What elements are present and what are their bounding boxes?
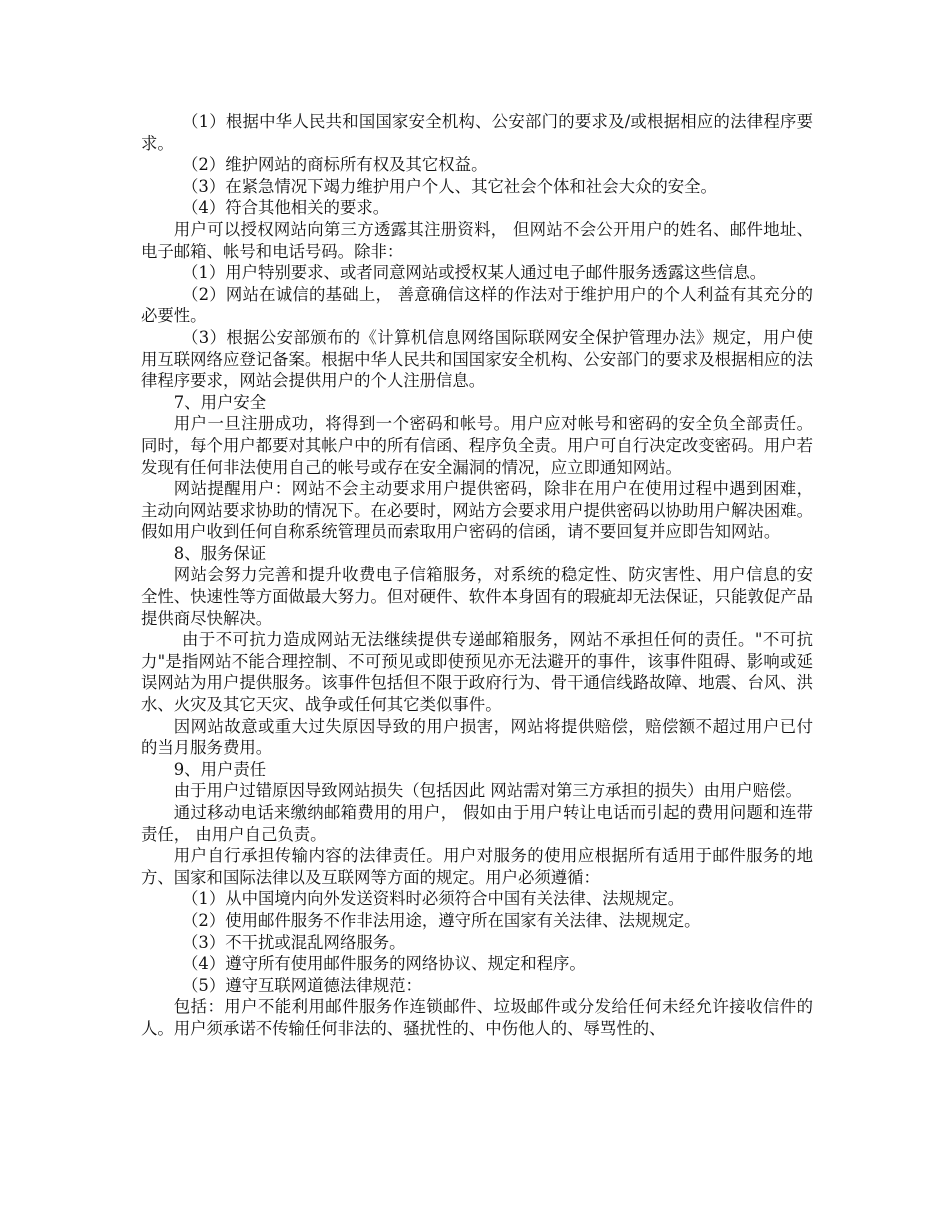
paragraph-clause-3: （3）在紧急情况下竭力维护用户个人、其它社会个体和社会大众的安全。	[182, 176, 717, 196]
paragraph-authorize-disclosure: 用户可以授权网站向第三方透露其注册资料， 但网站不会公开用户的姓名、邮件地址、电子邮箱、帐号和电话号码。除非：	[141, 219, 813, 261]
section-heading-service-guarantee: 8、服务保证	[173, 543, 267, 563]
section-heading-user-responsibility: 9、用户责任	[173, 759, 267, 779]
section-heading-user-security: 7、用户安全	[173, 392, 267, 412]
paragraph-compensation: 因网站故意或重大过失原因导致的用户损害，网站将提供赔偿，赔偿额不超过用户已付的当月服务费用。	[141, 716, 813, 758]
paragraph-exception-2: （2）网站在诚信的基础上， 善意确信这样的作法对于维护用户的个人利益有其充分的必要性。	[141, 284, 813, 326]
paragraph-rule-5: （5）遵守互联网道德法律规范：	[182, 975, 422, 995]
paragraph-rule-1: （1）从中国境内向外发送资料时必须符合中国有关法律、法规规定。	[182, 889, 685, 909]
paragraph-mobile-payment: 通过移动电话来缴纳邮箱费用的用户， 假如由于用户转让电话而引起的费用问题和连带责任， 由用户自己负责。	[141, 803, 813, 844]
paragraph-force-majeure: 由于不可抗力造成网站无法继续提供专递邮箱服务，网站不承担任何的责任。"不可抗力"是指网站不能合理控制、不可预见或即使预见亦无法避开的事件，该事件阻碍、影响或延误网站为用户提供服务。该事件包括但不限于政府行为、骨干通信线路故障、地震、台风、洪水、火灾及其它天灾、战争或任何其它类似事件。	[141, 630, 814, 715]
paragraph-clause-4: （4）符合其他相关的要求。	[182, 198, 390, 218]
paragraph-prohibited-uses: 包括：用户不能利用邮件服务作连锁邮件、垃圾邮件或分发给任何未经允许接收信件的人。用户须承诺不传输任何非法的、骚扰性的、中伤他人的、辱骂性的、	[141, 997, 813, 1038]
paragraph-clause-1: （1）根据中华人民共和国国家安全机构、公安部门的要求及/或根据相应的法律程序要求。	[141, 112, 813, 153]
paragraph-rule-4: （4）遵守所有使用邮件服务的网络协议、规定和程序。	[182, 954, 586, 974]
paragraph-exception-1: （1）用户特别要求、或者同意网站或授权某人通过电子邮件服务透露这些信息。	[182, 263, 767, 283]
paragraph-rule-2: （2）使用邮件服务不作非法用途，遵守所在国家有关法律、法规规定。	[182, 910, 701, 930]
paragraph-content-liability: 用户自行承担传输内容的法律责任。用户对服务的使用应根据所有适用于邮件服务的地方、国家和国际法律以及互联网等方面的规定。用户必须遵循：	[141, 846, 813, 887]
paragraph-clause-2: （2）维护网站的商标所有权及其它权益。	[182, 155, 488, 175]
paragraph-account-security: 用户一旦注册成功，将得到一个密码和帐号。用户应对帐号和密码的安全负全部责任。同时，每个用户都要对其帐户中的所有信函、程序负全责。用户可自行决定改变密码。用户若发现有任何非法使用自己的帐号或存在安全漏洞的情况，应立即通知网站。	[141, 414, 814, 477]
paragraph-user-fault: 由于用户过错原因导致网站损失（包括因此 网站需对第三方承担的损失）由用户赔偿。	[173, 781, 802, 801]
paragraph-rule-3: （3）不干扰或混乱网络服务。	[182, 932, 406, 952]
paragraph-password-reminder: 网站提醒用户：网站不会主动要求用户提供密码，除非在用户在使用过程中遇到困难，主动向网站要求协助的情况下。在必要时，网站方会要求用户提供密码以协助用户解决困难。假如用户收到任何自称系统管理员而索取用户密码的信函，请不要回复并应即告知网站。	[141, 479, 814, 542]
paragraph-exception-3: （3）根据公安部颁布的《计算机信息网络国际联网安全保护管理办法》规定，用户使用互联网络应登记备案。根据中华人民共和国国家安全机构、公安部门的要求及根据相应的法律程序要求，网站会提供用户的个人注册信息。	[141, 327, 814, 391]
paragraph-service-improvement: 网站会努力完善和提升收费电子信箱服务，对系统的稳定性、防灾害性、用户信息的安全性、快速性等方面做最大努力。但对硬件、软件本身固有的瑕疵却无法保证，只能敦促产品提供商尽快解决。	[141, 565, 814, 628]
document-page	[141, 111, 813, 1040]
